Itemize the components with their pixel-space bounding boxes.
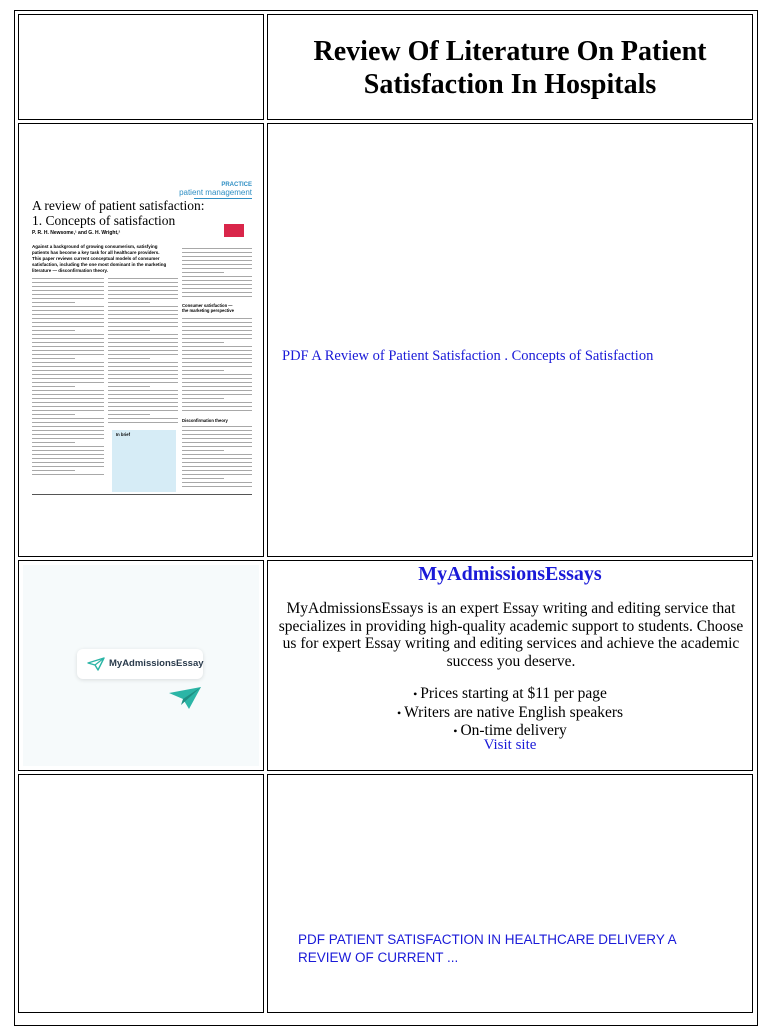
body-text-line [182, 402, 252, 403]
in-brief-heading: In brief [116, 432, 130, 437]
body-text-line [108, 318, 178, 319]
body-text-line [32, 338, 104, 339]
paper-subsection: patient management [179, 188, 252, 197]
ad-bullet-writers: • Writers are native English speakers [268, 704, 752, 723]
body-text-line [108, 370, 178, 371]
link-cell-3 [267, 774, 753, 1013]
body-text-line [32, 382, 104, 383]
body-text-line [182, 442, 252, 443]
body-text-line [32, 278, 104, 279]
body-text-line [32, 378, 104, 379]
body-text-line [32, 398, 104, 399]
body-text-line [32, 390, 104, 391]
body-text-line [182, 446, 252, 447]
body-text-line [182, 382, 252, 383]
paper-plane-icon [87, 657, 105, 671]
body-text-line [32, 354, 104, 355]
body-text-line [182, 454, 252, 455]
body-text-line [32, 350, 104, 351]
body-text-line [32, 362, 104, 363]
body-text-line [32, 414, 75, 415]
ad-text-cell [267, 560, 753, 771]
body-text-line [182, 248, 252, 249]
body-text-line [32, 386, 75, 387]
link-cell-1 [267, 123, 753, 557]
body-text-line [32, 434, 104, 435]
body-text-line [32, 438, 104, 439]
body-text-line [32, 286, 104, 287]
body-text-line [108, 402, 178, 403]
body-text-line [182, 398, 224, 399]
body-text-line [32, 290, 104, 291]
body-text-line [108, 398, 178, 399]
body-text-line [32, 330, 75, 331]
body-text-line [182, 260, 252, 261]
body-text-line [108, 314, 178, 315]
body-text-line [32, 426, 104, 427]
body-text-line [182, 334, 252, 335]
thumbnail-cell[interactable] [18, 123, 264, 557]
body-text-line [32, 370, 104, 371]
body-text-line [32, 422, 104, 423]
body-text-line [182, 378, 252, 379]
body-text-line [108, 326, 178, 327]
body-text-line [182, 434, 252, 435]
body-text-line [32, 298, 104, 299]
body-text-line [108, 374, 178, 375]
body-text-line [182, 426, 252, 427]
body-text-line [108, 350, 178, 351]
body-text-line [108, 346, 178, 347]
body-text-line [32, 454, 104, 455]
body-text-line [182, 292, 252, 293]
body-text-line [182, 346, 252, 347]
paper-col3-heading1: Consumer satisfaction — the marketing perspective [182, 303, 234, 313]
body-text-line [32, 310, 104, 311]
page-title: Review Of Literature On Patient Satisfaction In Hospitals [313, 36, 707, 100]
body-text-line [32, 410, 104, 411]
body-text-line [182, 268, 252, 269]
paper-thumbnail[interactable] [24, 178, 260, 504]
body-text-line [108, 330, 150, 331]
body-text-line [32, 334, 104, 335]
logo-badge [77, 649, 203, 679]
body-text-line [182, 338, 252, 339]
body-text-line [32, 462, 104, 463]
body-text-line [32, 430, 104, 431]
body-text-line [32, 394, 104, 395]
ad-bullet-price: • Prices starting at $11 per page [268, 685, 752, 704]
body-text-line [108, 366, 178, 367]
body-text-line [182, 466, 252, 467]
body-text-line [182, 478, 224, 479]
visit-site-link[interactable]: Visit site [483, 737, 537, 753]
body-text-line [108, 378, 178, 379]
body-text-line [32, 326, 104, 327]
body-text-line [108, 278, 178, 279]
body-text-line [182, 486, 252, 487]
body-text-line [108, 406, 178, 407]
ad-bullet-list [268, 685, 752, 741]
body-text-line [32, 374, 104, 375]
paper-plane-decoration-icon [167, 685, 203, 711]
body-text-line [182, 390, 252, 391]
body-text-line [182, 394, 252, 395]
body-text-line [182, 386, 252, 387]
body-text-line [182, 438, 252, 439]
body-text-line [182, 462, 252, 463]
in-brief-box [112, 430, 176, 492]
body-text-line [32, 322, 104, 323]
body-text-line [108, 354, 178, 355]
ad-image-cell[interactable] [18, 560, 264, 771]
body-text-line [108, 394, 178, 395]
body-text-line [182, 482, 252, 483]
body-text-line [108, 334, 178, 335]
body-text-line [182, 406, 252, 407]
body-text-line [182, 474, 252, 475]
body-text-line [182, 450, 224, 451]
header-left-cell [18, 14, 264, 120]
paper-footer-line [32, 494, 252, 495]
body-text-line [182, 322, 252, 323]
ad-title[interactable]: MyAdmissionsEssays [418, 563, 602, 585]
body-text-line [108, 382, 178, 383]
body-text-line [182, 470, 252, 471]
body-text-line [182, 370, 224, 371]
body-text-line [182, 296, 252, 297]
body-text-line [108, 362, 178, 363]
pdf-link-patient-satisfaction[interactable]: PDF PATIENT SATISFACTION IN HEALTHCARE DELIVERY A REVIEW OF CURRENT ... [298, 932, 677, 965]
body-text-line [182, 264, 252, 265]
header-title-cell [267, 14, 753, 120]
body-text-line [182, 366, 252, 367]
body-text-line [32, 294, 104, 295]
body-text-line [182, 410, 252, 411]
body-text-line [32, 318, 104, 319]
body-text-line [182, 318, 252, 319]
ad-bullet-delivery: • On-time delivery [268, 722, 752, 741]
row3-left-cell [18, 774, 264, 1013]
body-text-line [32, 346, 104, 347]
body-text-line [182, 326, 252, 327]
body-text-line [182, 350, 252, 351]
body-text-line [108, 390, 178, 391]
body-text-line [32, 450, 104, 451]
body-text-line [108, 410, 178, 411]
body-text-line [108, 386, 150, 387]
body-text-line [32, 306, 104, 307]
body-text-line [182, 342, 224, 343]
body-text-line [108, 294, 178, 295]
body-text-line [108, 422, 178, 423]
body-text-line [182, 430, 252, 431]
body-text-line [32, 358, 75, 359]
body-text-line [108, 286, 178, 287]
body-text-line [108, 282, 178, 283]
body-text-line [32, 366, 104, 367]
body-text-line [32, 446, 104, 447]
body-text-line [108, 358, 150, 359]
body-text-line [32, 402, 104, 403]
body-text-line [32, 458, 104, 459]
body-text-line [108, 418, 178, 419]
body-text-line [32, 342, 104, 343]
paper-intro: Against a background of growing consumerism, satisfying patients has become a key task for all healthcare providers. This paper reviews current conceptual models of consumer satisfaction, including the one most dominant in the marketing literature — disconfirmation theory. [32, 244, 167, 273]
body-text-line [108, 414, 150, 415]
body-text-line [32, 470, 75, 471]
body-text-line [182, 272, 224, 273]
body-text-line [108, 342, 178, 343]
logo-text: MyAdmissionsEssay [109, 658, 204, 669]
body-text-line [32, 406, 104, 407]
body-text-line [182, 330, 252, 331]
body-text-line [182, 288, 252, 289]
body-text-line [182, 358, 252, 359]
body-text-line [32, 282, 104, 283]
body-text-line [32, 442, 75, 443]
body-text-line [108, 338, 178, 339]
ad-image[interactable] [23, 565, 259, 766]
body-text-line [108, 302, 150, 303]
body-text-line [32, 466, 104, 467]
body-text-line [108, 322, 178, 323]
body-text-line [182, 276, 252, 277]
body-text-line [182, 458, 252, 459]
body-text-line [182, 252, 252, 253]
body-text-line [182, 374, 252, 375]
body-text-line [32, 302, 75, 303]
body-text-line [32, 418, 104, 419]
ad-description: MyAdmissionsEssays is an expert Essay writing and editing service that specializes in providing high-quality academic support to students. Choose us for expert Essay writing and editing services and achieve the academic success you deserve. [278, 600, 744, 670]
body-text-line [32, 314, 104, 315]
body-text-line [108, 310, 178, 311]
pdf-link-review[interactable]: PDF A Review of Patient Satisfaction . Concepts of Satisfaction [282, 348, 654, 364]
body-text-line [182, 284, 252, 285]
body-text-line [182, 362, 252, 363]
body-text-line [108, 306, 178, 307]
paper-authors: P. R. H. Newsome,¹ and G. H. Wright,² [32, 230, 121, 236]
body-text-line [108, 298, 178, 299]
paper-section: PRACTICE [221, 182, 252, 188]
body-text-line [182, 280, 252, 281]
body-text-line [182, 256, 252, 257]
body-text-line [108, 290, 178, 291]
paper-col3-heading2: Disconfirmation theory [182, 418, 228, 423]
paper-heading: A review of patient satisfaction: 1. Concepts of satisfaction [32, 198, 205, 228]
body-text-line [182, 354, 252, 355]
body-text-line [32, 474, 104, 475]
